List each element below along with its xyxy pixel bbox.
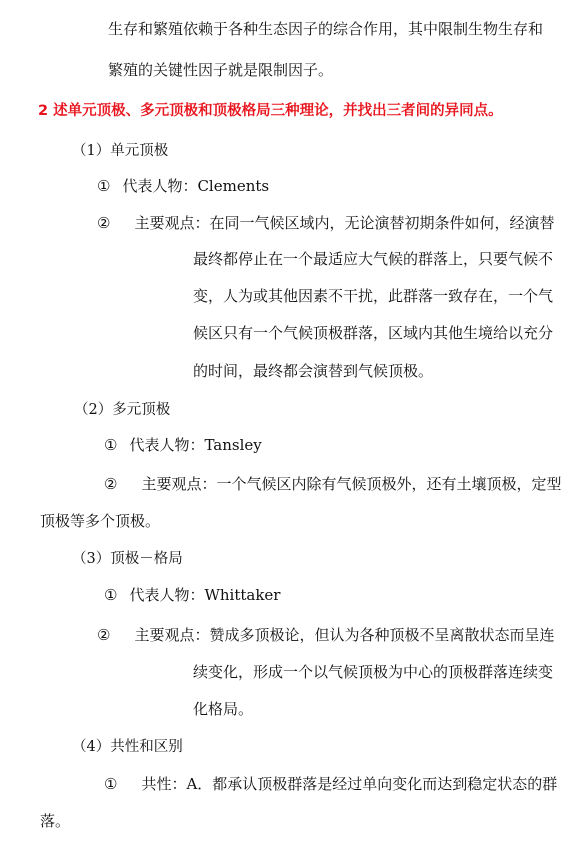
- circled-number-2: ②: [97, 626, 111, 644]
- section-2-viewpoint-text: 主要观点：一个气候区内除有气候顶极外，还有土壤顶极，定型: [141, 475, 562, 493]
- circled-number-2: ②: [97, 214, 111, 232]
- circled-number-2: ②: [104, 475, 118, 493]
- section-3-item-2-line-1: [97, 625, 554, 645]
- intro-line-2: 繁殖的关键性因子就是限制因子。: [108, 61, 334, 79]
- section-4-item-1-line-2: 落。: [40, 812, 71, 830]
- section-3-item-1: [104, 585, 280, 605]
- section-2-item-2-line-2: 顶极等多个顶极。: [40, 512, 161, 530]
- section-4-commonality-text: 共性：A．都承认顶极群落是经过单向变化而达到稳定状态的群: [141, 775, 558, 793]
- section-4-heading: （4）共性和区别: [72, 739, 183, 755]
- question-heading: 2 述单元顶极、多元顶极和顶极格局三种理论，并找出三者间的异同点。: [38, 103, 503, 119]
- section-1-viewpoint-text: 主要观点：在同一气候区域内，无论演替初期条件如何，经演替: [134, 214, 555, 232]
- circled-number-1: ①: [104, 436, 118, 454]
- intro-line-1: 生存和繁殖依赖于各种生态因子的综合作用，其中限制生物生存和: [108, 20, 544, 38]
- section-1-item-2-line-4: 候区只有一个气候顶极群落，区域内其他生境给以充分: [193, 324, 554, 342]
- section-1-item-2-line-3: 变，人为或其他因素不干扰，此群落一致存在，一个气: [193, 287, 554, 305]
- circled-number-1: ①: [97, 177, 111, 195]
- circled-number-1: ①: [104, 775, 118, 793]
- circled-number-1: ①: [104, 586, 118, 604]
- section-3-viewpoint-text: 主要观点：赞成多顶极论，但认为各种顶极不呈离散状态而呈连: [134, 626, 555, 644]
- section-3-heading: （3）顶极－格局: [72, 551, 183, 567]
- section-2-representative: 代表人物：Tansley: [129, 436, 262, 454]
- section-4-item-1-line-1: [104, 774, 557, 794]
- section-1-item-2-line-5: 的时间，最终都会演替到气候顶极。: [193, 362, 434, 380]
- section-1-item-1: [97, 176, 269, 196]
- section-2-item-2-line-1: [104, 474, 561, 494]
- section-1-representative: 代表人物：Clements: [122, 177, 270, 195]
- section-1-item-2-line-1: [97, 213, 554, 233]
- section-2-item-1: [104, 435, 262, 455]
- section-3-item-2-line-3: 化格局。: [193, 700, 254, 718]
- section-1-item-2-line-2: 最终都停止在一个最适应大气候的群落上，只要气候不: [193, 250, 554, 268]
- section-3-representative: 代表人物：Whittaker: [129, 586, 281, 604]
- section-3-item-2-line-2: 续变化，形成一个以气候顶极为中心的顶极群落连续变: [193, 663, 554, 681]
- section-2-heading: （2）多元顶极: [74, 402, 171, 418]
- section-1-heading: （1）单元顶极: [72, 143, 169, 159]
